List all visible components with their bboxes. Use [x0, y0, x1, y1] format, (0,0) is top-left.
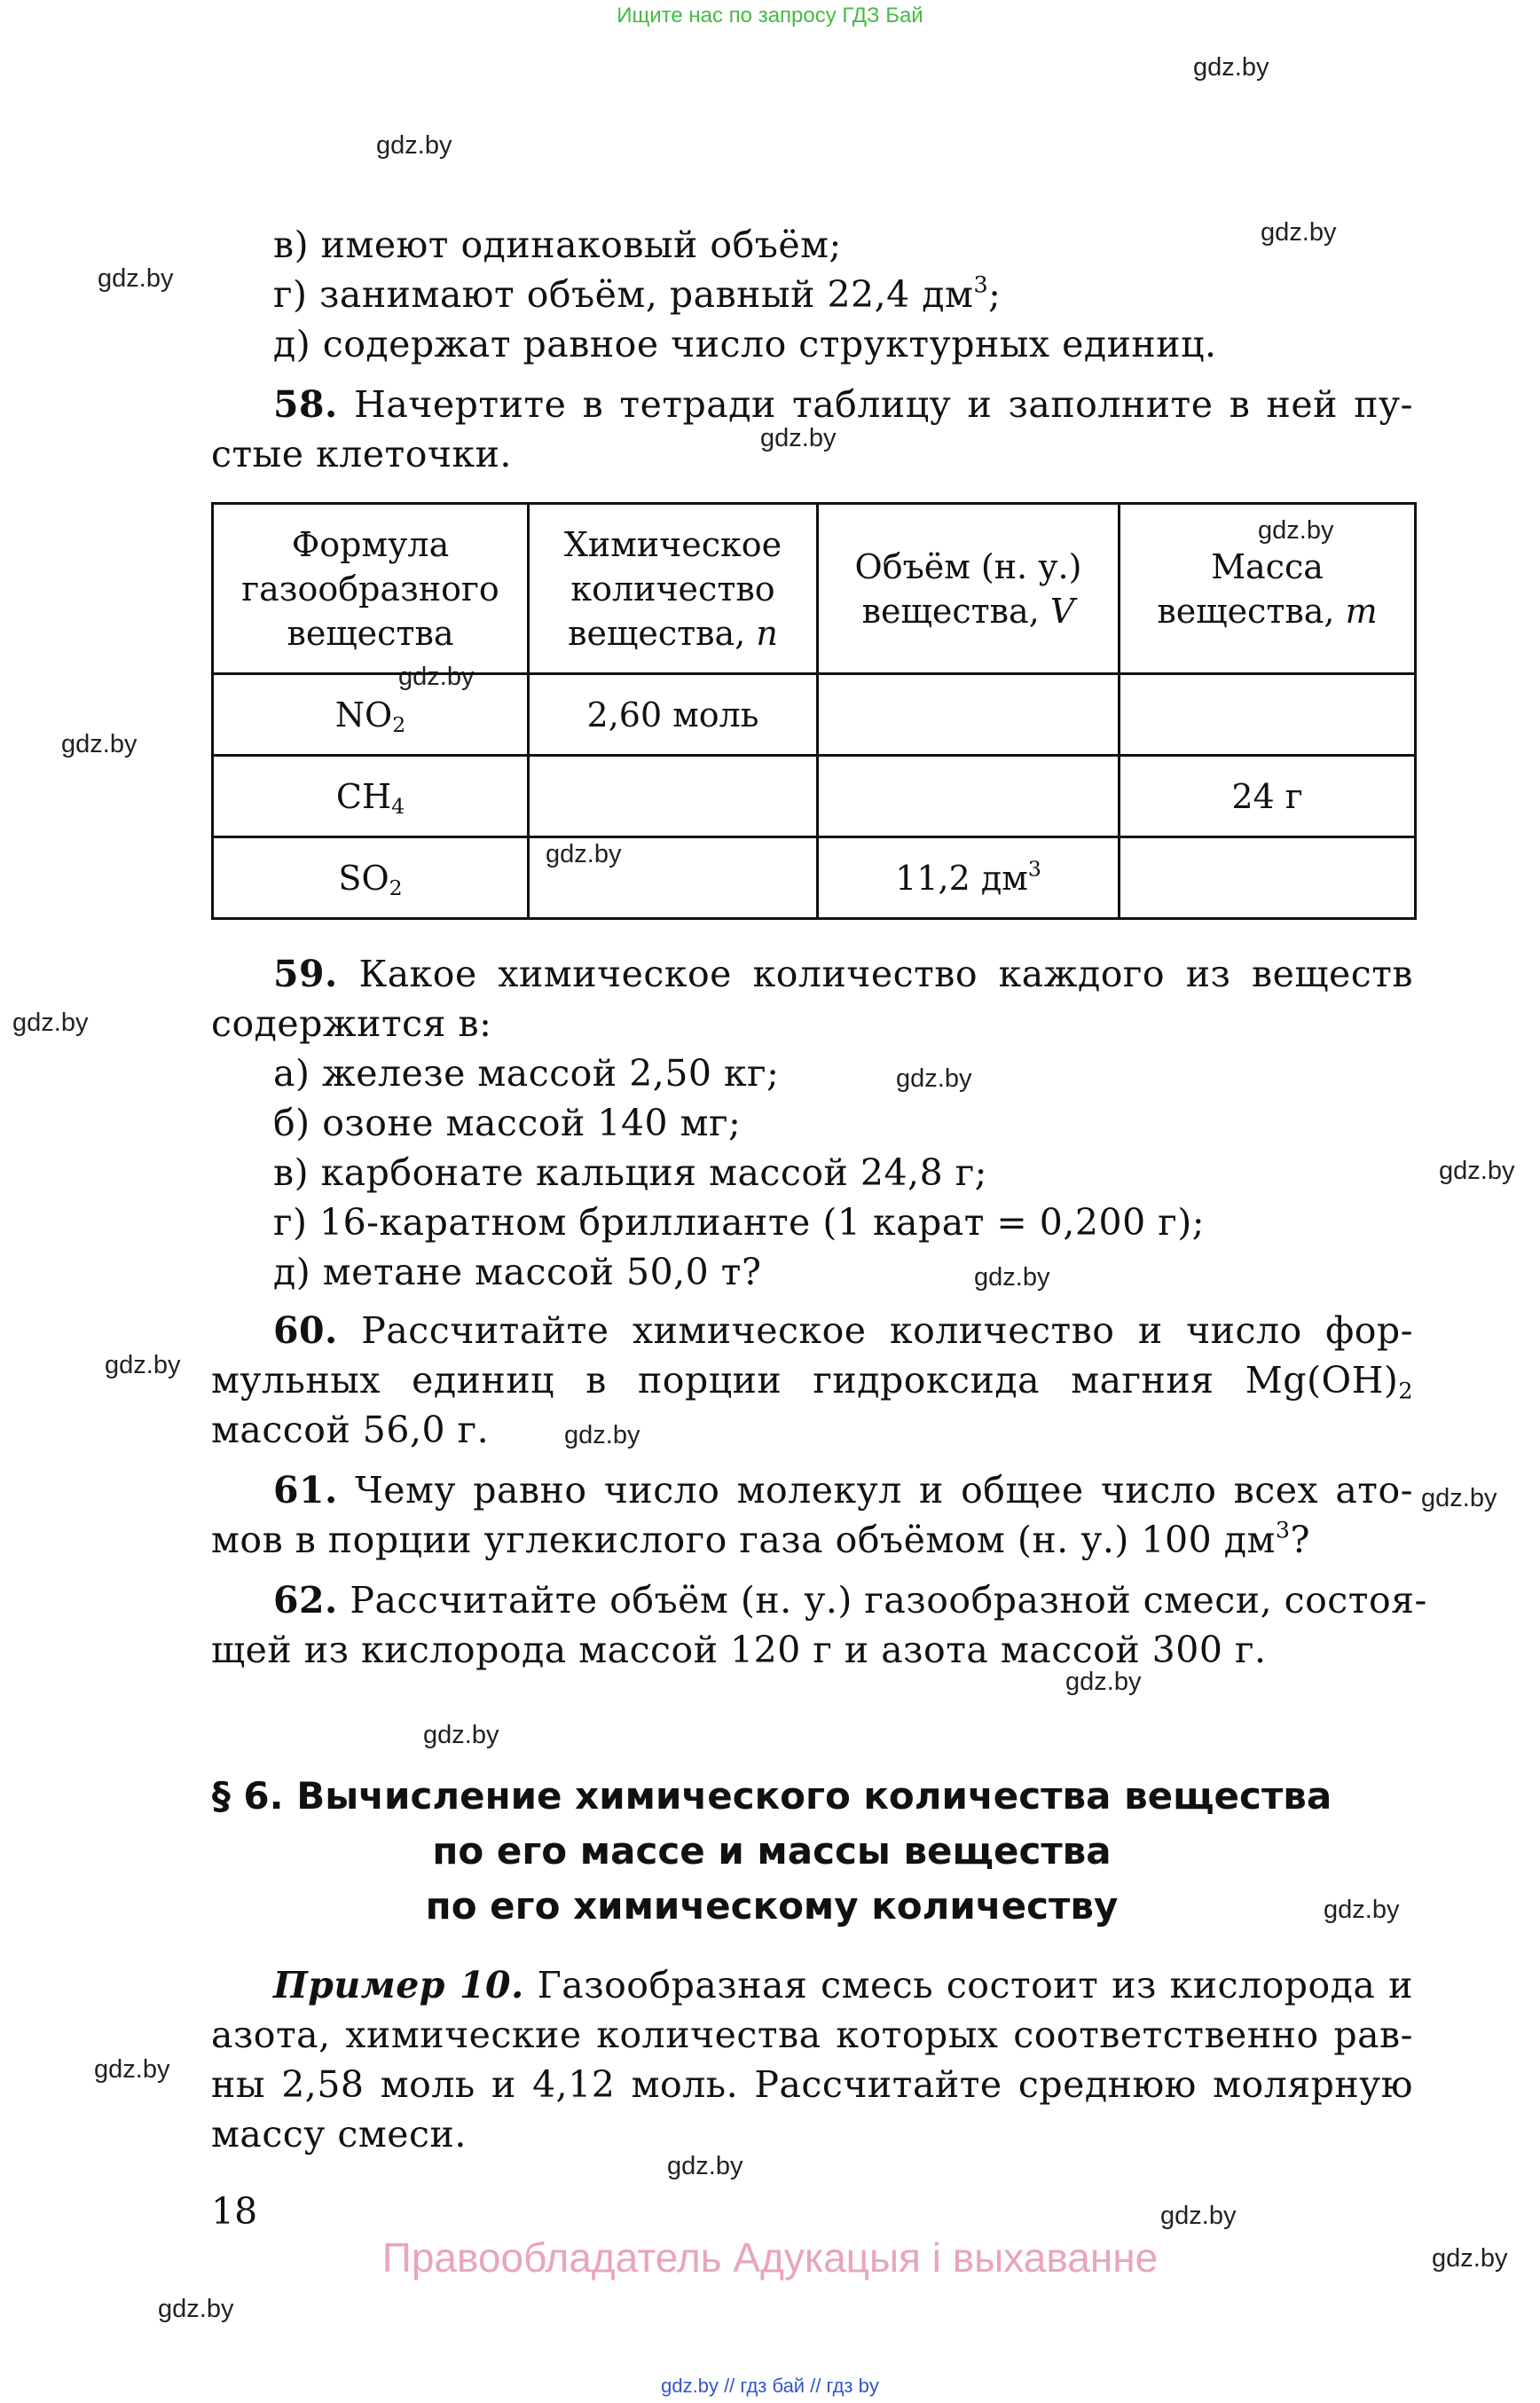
task-59-item: а) железе массой 2,50 кг;: [273, 1052, 780, 1095]
watermark: gdz.by: [12, 1009, 89, 1037]
volume-cell: [818, 674, 1120, 756]
watermark: gdz.by: [546, 840, 622, 868]
task-59-line: содержится в:: [211, 1002, 492, 1045]
watermark: gdz.by: [376, 131, 452, 160]
formula-cell: $SO_2$: [213, 837, 529, 919]
formula-cell: $NO_2$: [213, 674, 529, 756]
copyright-notice: Правообладатель Адукацыя і выхаванне: [381, 2234, 1159, 2281]
watermark: gdz.by: [1258, 516, 1334, 545]
task-59-item: б) озоне массой 140 мг;: [273, 1102, 742, 1144]
option-line: в) имеют одинаковый объём;: [273, 224, 842, 266]
section-heading: по его химическому количеству: [425, 1884, 1119, 1928]
watermark: gdz.by: [398, 663, 475, 691]
task-58-line: 58. Начертите в тетради таблицу и заполните в ней пу-: [273, 383, 1413, 426]
task-60-line: массой 56,0 г.: [211, 1409, 490, 1451]
watermark: gdz.by: [760, 424, 837, 452]
example-line: массу смеси.: [211, 2113, 467, 2156]
watermark: gdz.by: [974, 1263, 1050, 1292]
watermark: gdz.by: [1421, 1484, 1497, 1512]
volume-cell: 11,2 $дм^3$: [818, 837, 1120, 919]
table-header-cell: Объём (н. у.) вещества, V: [818, 504, 1120, 674]
task-59-item: д) метане массой 50,0 т?: [273, 1251, 762, 1293]
task-number: 60.: [273, 1309, 338, 1352]
option-line: г) занимают объём, равный 22,4 $дм^3$;: [273, 271, 1002, 316]
watermark: gdz.by: [1261, 218, 1337, 247]
task-number: 61.: [273, 1469, 338, 1512]
mass-cell: [1120, 837, 1416, 919]
watermark: gdz.by: [667, 2152, 743, 2180]
task-60-line: 60. Рассчитайте химическое количество и число фор-: [273, 1309, 1413, 1352]
task-58-line: стые клеточки.: [211, 433, 512, 475]
task-61-line: 61. Чему равно число молекул и общее число всех ато-: [273, 1469, 1413, 1512]
watermark: gdz.by: [94, 2055, 170, 2084]
example-line: ны 2,58 моль и 4,12 моль. Рассчитайте среднюю молярную: [211, 2063, 1413, 2106]
table-row: [213, 756, 1416, 837]
watermark: gdz.by: [1065, 1668, 1142, 1696]
page-number: 18: [211, 2190, 258, 2233]
watermark: gdz.by: [1439, 1157, 1515, 1185]
watermark: gdz.by: [158, 2295, 234, 2323]
table-header-cell: Формула газообразного вещества: [213, 504, 529, 674]
mass-cell: 24 г: [1120, 756, 1416, 837]
watermark: gdz.by: [1432, 2244, 1508, 2273]
footer-links[interactable]: gdz.by // гдз бай // гдз by: [661, 2375, 879, 2397]
task-62-line: щей из кислорода массой 120 г и азота массой 300 г.: [211, 1629, 1267, 1671]
watermark: gdz.by: [423, 1721, 499, 1749]
top-banner[interactable]: Ищите нас по запросу ГДЗ Бай: [617, 4, 923, 27]
task-60-line: мульных единиц в порции гидроксида магния $Mg(OH)_2$: [211, 1359, 1413, 1404]
task-62-line: 62. Рассчитайте объём (н. у.) газообразной смеси, состоя-: [273, 1579, 1427, 1622]
table-row: [213, 837, 1416, 919]
watermark: gdz.by: [1160, 2202, 1237, 2230]
table-header-row: [213, 504, 1416, 674]
section-heading: § 6. Вычисление химического количества вещества: [211, 1774, 1332, 1818]
task-number: 59.: [273, 953, 338, 995]
data-table: [211, 502, 1417, 920]
table-header-cell: Химическое количество вещества, n: [529, 504, 818, 674]
section-heading: по его массе и массы вещества: [432, 1829, 1112, 1873]
task-59-item: в) карбонате кальция массой 24,8 г;: [273, 1151, 987, 1194]
task-number: 62.: [273, 1579, 338, 1622]
formula-cell: $CH_4$: [213, 756, 529, 837]
task-61-line: мов в порции углекислого газа объёмом (н. у.) 100 $дм^3$?: [211, 1516, 1311, 1561]
example-line: азота, химические количества которых соответственно рав-: [211, 2014, 1413, 2056]
amount-cell: [529, 837, 818, 919]
task-59-line: 59. Какое химическое количество каждого из веществ: [273, 953, 1413, 995]
watermark: gdz.by: [1324, 1896, 1400, 1924]
task-59-item: г) 16-каратном бриллианте (1 карат = 0,200 г);: [273, 1201, 1206, 1244]
watermark: gdz.by: [564, 1421, 640, 1449]
amount-cell: [529, 756, 818, 837]
watermark: gdz.by: [105, 1351, 181, 1379]
amount-cell: 2,60 моль: [529, 674, 818, 756]
example-label: Пример 10.: [273, 1964, 524, 2006]
volume-cell: [818, 756, 1120, 837]
option-line: д) содержат равное число структурных единиц.: [273, 323, 1217, 365]
watermark: gdz.by: [896, 1064, 972, 1093]
mass-cell: [1120, 674, 1416, 756]
example-line: Пример 10. Газообразная смесь состоит из кислорода и: [273, 1964, 1413, 2006]
task-number: 58.: [273, 383, 338, 426]
table-row: [213, 674, 1416, 756]
watermark: gdz.by: [61, 730, 138, 758]
watermark: gdz.by: [98, 264, 174, 293]
table-header-cell: Масса вещества, m: [1120, 504, 1416, 674]
watermark: gdz.by: [1193, 53, 1269, 82]
